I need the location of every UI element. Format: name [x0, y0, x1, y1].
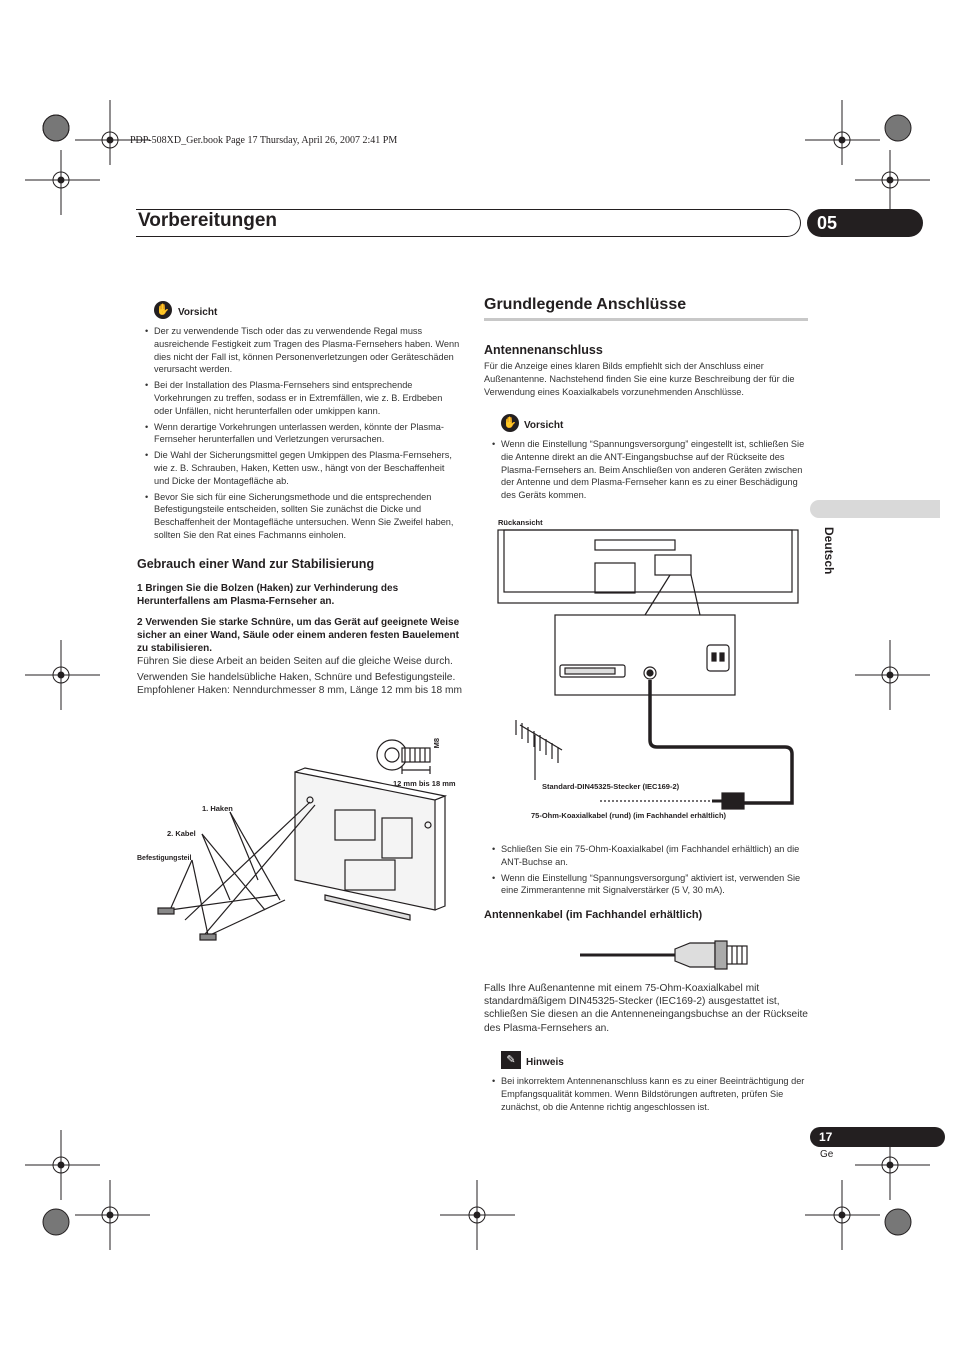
wall-steps	[137, 582, 462, 698]
wall-heading: Gebrauch einer Wand zur Stabilisierung	[137, 557, 375, 571]
note-list	[484, 1075, 809, 1116]
figure-label-hook: 1. Haken	[202, 804, 233, 813]
list-item: • Wenn derartige Vorkehrungen unterlassen werden, könnte der Plasma-Fernseher herunterfallen und Verletzungen verursachen.	[137, 421, 462, 447]
section-title: Grundlegende Anschlüsse	[484, 296, 687, 313]
note-pencil-icon: ✎	[501, 1051, 521, 1069]
list-item: • Wenn die Einstellung “Spannungsversorgung” aktiviert ist, verwenden Sie eine Zimmerantenne mit Signalverstärker (5 V, 30 mA).	[484, 872, 809, 898]
figure-label-cable: 2. Kabel	[167, 829, 196, 838]
antenna-intro: Für die Anzeige eines klaren Bilds empfiehlt sich der Anschluss einer Außenantenne. Nachstehend finden Sie eine kurze Beschreibung der für die Verwendung eines Koaxialkabels vorzunehmenden Anschlüsse.	[484, 361, 795, 397]
caution-title: Vorsicht	[178, 307, 218, 318]
print-book-line: PDP-508XD_Ger.book Page 17 Thursday, April 26, 2007 2:41 PM	[130, 135, 398, 146]
section-title-rule	[484, 318, 808, 321]
hooks-text: Verwenden Sie handelsübliche Haken, Schnüre und Befestigungsteile. Empfohlener Haken: Nenndurchmesser 8 mm, Länge 12 mm bis 18 mm	[137, 672, 463, 697]
step-2-detail: Führen Sie diese Arbeit an beiden Seiten auf die gleiche Weise durch.	[137, 656, 453, 667]
page-language-code: Ge	[820, 1149, 834, 1160]
caution-hand-icon: ✋	[501, 414, 519, 432]
wall-mount-figure	[130, 730, 465, 950]
right-caution-title: Vorsicht	[524, 420, 564, 431]
cable-text: Falls Ihre Außenantenne mit einem 75-Ohm-Koaxialkabel mit standardmäßigem DIN45325-Stecker (IEC169-2) ausgestattet ist, schließen Sie diesen an die Antenneneingangsbuchse an der Rückseite des Plasma-Fernsehers an.	[484, 983, 808, 1034]
list-item: • Der zu verwendende Tisch oder das zu verwendende Regal muss ausreichende Festigkeit zum Tragen des Plasma-Fernsehers haben. Wenn dies nicht der Fall ist, können Personenverletzungen oder Geräteschäden verursacht werden.	[137, 325, 462, 376]
step-1: 1 Bringen Sie die Bolzen (Haken) zur Verhinderung des Herunterfallens am Plasma-Fernseher an.	[137, 583, 399, 607]
coax-cable-figure	[580, 935, 755, 975]
left-caution-list	[137, 325, 462, 545]
caution-hand-icon: ✋	[154, 301, 172, 319]
figure-label-m8: M8	[432, 738, 441, 749]
list-item: • Wenn die Einstellung “Spannungsversorgung” eingestellt ist, schließen Sie die Antenne direkt an die ANT-Eingangsbuchse auf der Rückseite des Plasma-Fernsehers an. Beim Anschließen von anderen Geräten zwischen der Antenne und dem Plasma-Fernseher kann es zu einer Beschädigung des Geräts kommen.	[484, 438, 809, 502]
chapter-number: 05	[807, 209, 923, 237]
list-item: • Die Wahl der Sicherungsmittel gegen Umkippen des Plasma-Fernsehers, wie z. B. Schrauben, Haken, Ketten usw., hängt von der Beschaffenheit und Dicke der Montagefläche ab.	[137, 449, 462, 487]
step-2: 2 Verwenden Sie starke Schnüre, um das Gerät auf geeignete Weise sicher an einer Wand, Säule oder einem anderen festen Bauelement zu stabilisieren.	[137, 617, 460, 654]
side-language-tab	[810, 500, 940, 518]
chapter-title: Vorbereitungen	[138, 210, 277, 231]
cable-heading: Antennenkabel (im Fachhandel erhältlich)	[484, 909, 703, 921]
page-number: 17	[810, 1127, 945, 1147]
figure-label-coax: 75-Ohm-Koaxialkabel (rund) (im Fachhandel erhältlich)	[531, 811, 727, 820]
connect-list	[484, 843, 809, 900]
right-caution-list	[484, 438, 809, 505]
note-title: Hinweis	[526, 1057, 564, 1068]
figure-label-rear-view: Rückansicht	[498, 518, 543, 527]
antenna-heading: Antennenanschluss	[484, 343, 603, 357]
figure-label-fixing: Befestigungsteil	[137, 855, 192, 862]
side-language-label: Deutsch	[822, 527, 836, 575]
list-item: • Bei der Installation des Plasma-Fernsehers sind entsprechende Vorkehrungen zu treffen, sodass er in Extremfällen, wie z. B. Erdbeben oder Unfällen, nicht herunterfallen oder umkippen kann.	[137, 379, 462, 417]
figure-label-plug: Standard-DIN45325-Stecker (IEC169-2)	[542, 782, 680, 791]
figure-label-length: 12 mm bis 18 mm	[393, 779, 456, 788]
list-item: • Bei inkorrektem Antennenanschluss kann es zu einer Beeinträchtigung der Empfangsqualität kommen. Wenn Bildstörungen auftreten, prüfen Sie zunächst, ob die Antenne richtig angeschlossen ist.	[484, 1075, 809, 1113]
list-item: • Bevor Sie sich für eine Sicherungsmethode und die entsprechenden Befestigungsteile entscheiden, sollten Sie zunächst die Dicke und Beschaffenheit der Montagefläche untersuchen. Wenn Sie Zweifel haben, sollten Sie den Rat eines Fachmanns einholen.	[137, 491, 462, 542]
list-item: • Schließen Sie ein 75-Ohm-Koaxialkabel (im Fachhandel erhältlich) an die ANT-Buchse an.	[484, 843, 809, 869]
